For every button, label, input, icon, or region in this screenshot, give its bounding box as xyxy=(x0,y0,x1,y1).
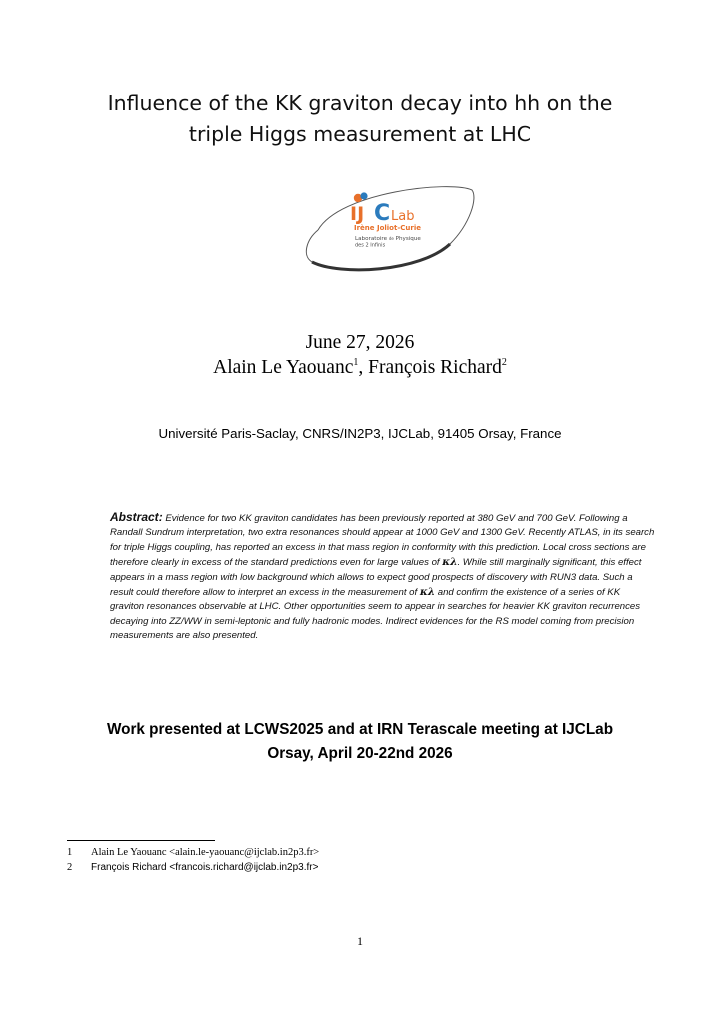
kappa-lambda-symbol: κλ xyxy=(419,586,436,599)
author-line xyxy=(0,356,720,380)
abstract-text-1: Evidence for two KK graviton candidates has been previously reported at 380 GeV and 700 GeV. Following a Randall Sundrum interpretation, two extra resonances should appear at 1000 GeV and 1300 GeV. Recently ATLAS, in its search for triple Higgs coupling, has reported an excess in that mass region in conformity with this prediction. Local cross sections are therefore clearly in excess of the standard predictions even for large values of xyxy=(110,513,655,569)
logo-lab: Lab xyxy=(391,209,415,224)
abstract-label: Abstract xyxy=(110,510,159,524)
abstract-text-2: . While still marginally significant, this effect appears in a mass region with low background which allows to expect good prospects of discovery with RUN3 data. Such a result could therefore allow to interpret an excess in the measurement of xyxy=(110,557,642,599)
author-1: Alain Le Yaouanc xyxy=(213,357,354,378)
paper-date: June 27, 2026 xyxy=(305,332,415,353)
footnote-1 xyxy=(67,846,319,859)
author-2: François Richard xyxy=(368,357,502,378)
logo-line2: des 2 Infinis xyxy=(355,242,386,249)
footnote-separator xyxy=(67,840,215,841)
page-number: 1 xyxy=(357,934,363,948)
logo-dot-blue xyxy=(360,192,367,199)
logo-c: C xyxy=(374,201,391,226)
footnote-number: 1 xyxy=(67,847,73,858)
abstract xyxy=(110,510,655,644)
footnote-2 xyxy=(67,861,318,874)
footnote-text: François Richard <francois.richard@ijclab.in2p3.fr> xyxy=(91,862,319,873)
paper-title xyxy=(60,88,660,150)
abstract-colon: : xyxy=(158,510,163,524)
kappa-lambda-symbol: κλ xyxy=(442,556,458,569)
author-2-footnote-mark: 2 xyxy=(501,357,507,368)
footnote-text: Alain Le Yaouanc <alain.le-yaouanc@ijclab.in2p3.fr> xyxy=(91,847,320,858)
logo-tagline: Irène Joliot-Curie xyxy=(354,224,421,232)
logo-line1: Laboratoire de Physique xyxy=(355,236,421,242)
abstract-text-3: and confirm the existence of a series of KK graviton resonances observable at LHC. Other opportunities seem to appear in searches for heavier KK graviton recurrences decaying into ZZ/WW in semi-leptonic and fully hadronic modes. Indirect evidences for the RS model coming from precision measurements are also presented. xyxy=(110,587,641,642)
title-line-2: triple Higgs measurement at LHC xyxy=(188,122,532,146)
author-separator: , xyxy=(358,357,369,378)
title-line-1: Influence of the KK graviton decay into hh on the xyxy=(107,91,613,115)
presentation-note-line-2: Orsay, April 20-22nd 2026 xyxy=(267,745,453,762)
presentation-note xyxy=(60,718,660,766)
affiliation: Université Paris-Saclay, CNRS/IN2P3, IJCLab, 91405 Orsay, France xyxy=(158,426,562,441)
ijclab-logo xyxy=(300,184,476,274)
footnote-number: 2 xyxy=(67,862,73,873)
presentation-note-line-1: Work presented at LCWS2025 and at IRN Terascale meeting at IJCLab xyxy=(106,721,614,738)
author-1-footnote-mark: 1 xyxy=(353,357,359,368)
logo-ij: IJ xyxy=(350,203,365,225)
